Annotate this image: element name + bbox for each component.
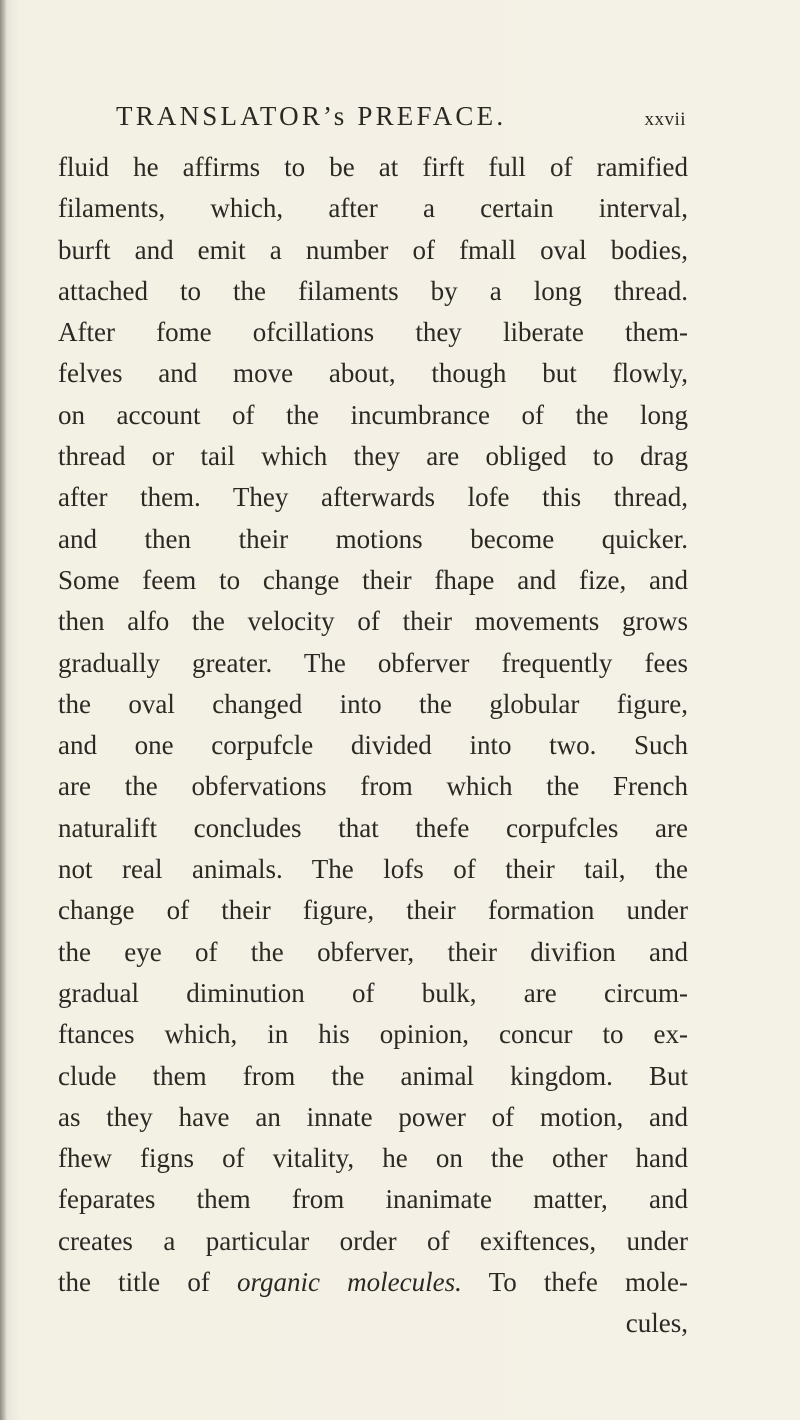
catchword: cules,	[625, 1308, 688, 1339]
text-line: and one corpufcle divided into two. Such	[58, 730, 688, 761]
text-line: clude them from the animal kingdom. But	[58, 1060, 688, 1091]
text-line: felves and move about, though but flowly,	[58, 358, 688, 389]
running-head	[116, 101, 686, 137]
italic-term: organic molecules.	[237, 1267, 462, 1298]
text-line: fhew figns of vitality, he on the other hand	[58, 1143, 688, 1174]
page-number: xxvii	[644, 109, 686, 130]
text-line: the eye of the obferver, their divifion and	[58, 936, 688, 967]
text-line: as they have an innate power of motion, and	[58, 1101, 688, 1132]
text-line: filaments, which, after a certain interval,	[58, 193, 688, 224]
text-line: gradual diminution of bulk, are circum-	[58, 977, 688, 1008]
text-line-with-italic	[58, 1262, 688, 1303]
text-line: ftances which, in his opinion, concur to ex-	[58, 1019, 688, 1050]
body-text	[58, 147, 688, 1345]
line-28-start: the title of	[58, 1267, 210, 1298]
text-line: gradually greater. The obferver frequently fees	[58, 647, 688, 678]
line-28-end: To thefe mole-	[488, 1267, 689, 1298]
text-line: change of their figure, their formation under	[58, 895, 688, 926]
text-line: creates a particular order of exiftences, under	[58, 1225, 688, 1256]
text-line: not real animals. The lofs of their tail, the	[58, 854, 688, 885]
text-line: After fome ofcillations they liberate them-	[58, 317, 688, 348]
text-line: Some feem to change their fhape and fize, and	[58, 564, 688, 595]
spine-shadow	[0, 0, 6, 1420]
running-title: TRANSLATOR’s PREFACE.	[116, 101, 507, 131]
text-line: feparates them from inanimate matter, and	[58, 1184, 688, 1215]
text-line: on account of the incumbrance of the long	[58, 399, 688, 430]
text-line: burft and emit a number of fmall oval bodies,	[58, 234, 688, 265]
text-line: then alfo the velocity of their movements grows	[58, 606, 688, 637]
text-line: after them. They afterwards lofe this thread,	[58, 482, 688, 513]
text-line: naturalift concludes that thefe corpufcles are	[58, 812, 688, 843]
text-line: thread or tail which they are obliged to drag	[58, 441, 688, 472]
text-line: are the obfervations from which the French	[58, 771, 688, 802]
text-line: the oval changed into the globular figure,	[58, 688, 688, 719]
text-line: fluid he affirms to be at firft full of ramified	[58, 152, 688, 182]
text-line: attached to the filaments by a long thread.	[58, 275, 688, 306]
text-line: and then their motions become quicker.	[58, 523, 688, 554]
